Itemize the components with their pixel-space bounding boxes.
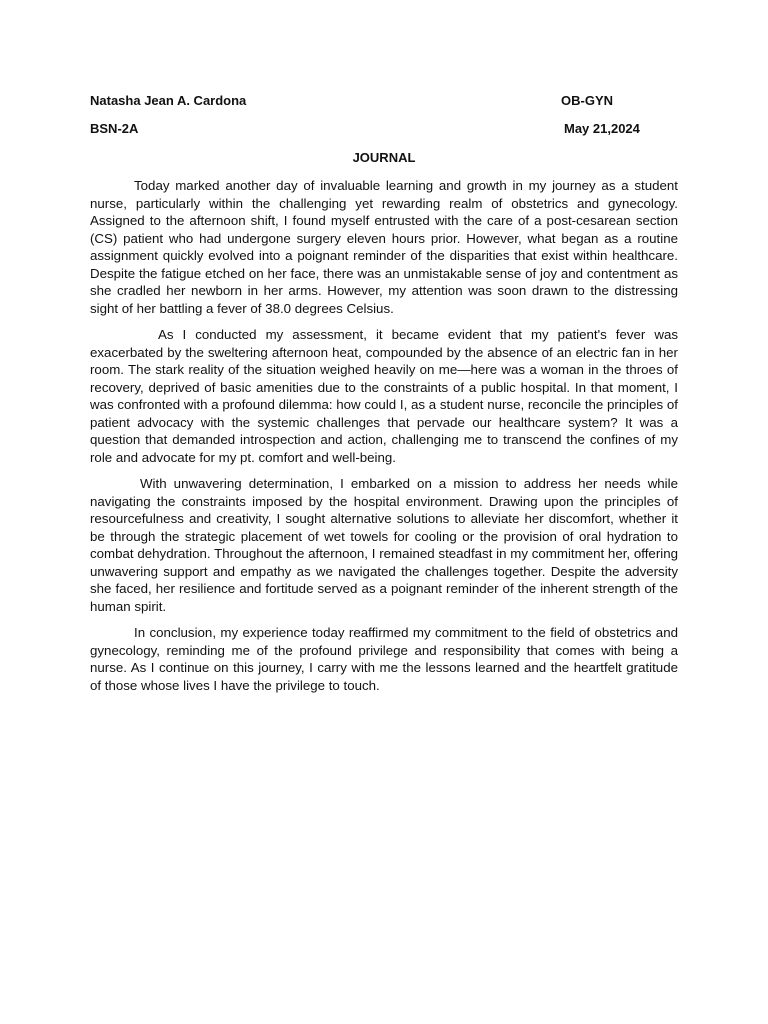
- department-label: OB-GYN: [561, 93, 613, 108]
- journal-body: [90, 177, 678, 703]
- section-label: BSN-2A: [90, 121, 139, 136]
- student-name: Natasha Jean A. Cardona: [90, 93, 247, 108]
- paragraph-2: As I conducted my assessment, it became evident that my patient's fever was exacerbated by the sweltering afternoon heat, compounded by the absence of an electric fan in her room. The stark reality of the situation weighed heavily on me—here was a woman in the throes of recovery, deprived of basic amenities due to the constraints of a public hospital. In that moment, I was confronted with a profound dilemma: how could I, as a student nurse, reconcile the principles of patient advocacy with the systemic challenges that pervade our healthcare system? It was a question that demanded introspection and action, challenging me to transcend the confines of my role and advocate for my pt. comfort and well-being.: [90, 327, 678, 465]
- paragraph-3: With unwavering determination, I embarked on a mission to address her needs while navigating the constraints imposed by the hospital environment. Drawing upon the principles of resourcefulness and creativity, I sought alternative solutions to alleviate her discomfort, whether it be through the strategic placement of wet towels for cooling or the provision of oral hydration to combat dehydration. Throughout the afternoon, I remained steadfast in my commitment her, offering unwavering support and empathy as we navigated the challenges together. Despite the adversity she faced, her resilience and fortitude served as a poignant reminder of the inherent strength of the human spirit.: [90, 476, 678, 614]
- paragraph-1: Today marked another day of invaluable learning and growth in my journey as a student nurse, particularly within the challenging yet rewarding realm of obstetrics and gynecology. Assigned to the afternoon shift, I found myself entrusted with the care of a post-cesarean section (CS) patient who had undergone surgery eleven hours prior. However, what began as a routine assignment quickly evolved into a poignant reminder of the disparities that exist within healthcare. Despite the fatigue etched on her face, there was an unmistakable sense of joy and contentment as she cradled her newborn in her arms. However, my attention was soon drawn to the distressing sight of her battling a fever of 38.0 degrees Celsius.: [90, 178, 678, 316]
- document-title: JOURNAL: [352, 150, 416, 165]
- date-label: May 21,2024: [564, 121, 640, 136]
- paragraph-4: In conclusion, my experience today reaffirmed my commitment to the field of obstetrics and gynecology, reminding me of the profound privilege and responsibility that comes with being a nurse. As I continue on this journey, I carry with me the lessons learned and the heartfelt gratitude of those whose lives I have the privilege to touch.: [90, 625, 678, 693]
